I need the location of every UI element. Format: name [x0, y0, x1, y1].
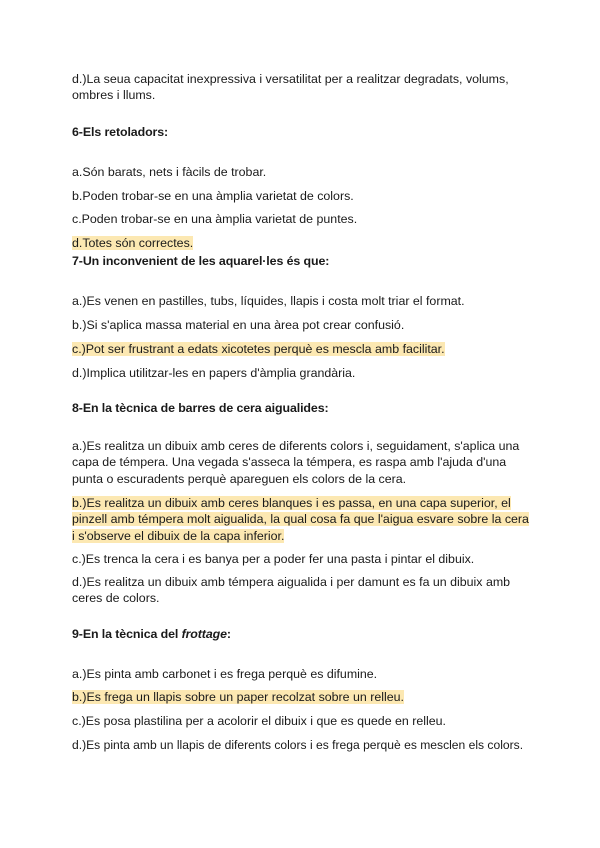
q9-option-d: d.)Es pinta amb un llapis de diferents colors i es frega perquè es mesclen els colors.	[72, 738, 524, 752]
q6-option-a: a.Són barats, nets i fàcils de trobar.	[72, 165, 267, 179]
q8-option-c: c.)Es trenca la cera i es banya per a poder fer una pasta i pintar el dibuix.	[72, 552, 475, 566]
q8-title: 8-En la tècnica de barres de cera aigualides:	[72, 401, 329, 415]
frottage-term: frottage	[181, 627, 227, 641]
q7-option-d: d.)Implica utilitzar-les en papers d'àmplia grandària.	[72, 366, 356, 380]
highlighted-answer: c.)Pot ser frustrant a edats xicotetes perquè es mescla amb facilitar.	[72, 342, 445, 356]
highlighted-answer: b.)Es frega un llapis sobre un paper recolzat sobre un relleu.	[72, 690, 404, 704]
q9-option-c: c.)Es posa plastilina per a acolorir el dibuix i que es quede en relleu.	[72, 714, 447, 728]
q8-option-b-correct	[72, 495, 530, 544]
q9-option-a: a.)Es pinta amb carbonet i es frega perquè es difumine.	[72, 667, 378, 681]
q7-option-a: a.)Es venen en pastilles, tubs, líquides, llapis i costa molt triar el format.	[72, 294, 465, 308]
q6-title: 6-Els retoladors:	[72, 125, 169, 139]
q9-title: 9-En la tècnica del frottage:	[72, 627, 231, 641]
q8-option-d: d.)Es realitza un dibuix amb témpera aigualida i per damunt es fa un dibuix amb ceres de colors.	[72, 575, 511, 606]
q8-option-a: a.)Es realitza un dibuix amb ceres de diferents colors i, seguidament, s'aplica una capa de témpera. Una vegada s'asseca la témpera, es raspa amb l'ajuda d'una punta o escuradents perquè apareguen els colors de la cera.	[72, 439, 520, 486]
q6-option-d-correct	[72, 235, 542, 251]
q6-option-c: c.Poden trobar-se en una àmplia varietat de puntes.	[72, 212, 358, 226]
q5-option-d: d.)La seua capacitat inexpressiva i versatilitat per a realitzar degradats, volums, ombres i llums.	[72, 72, 509, 103]
q7-option-b: b.)Si s'aplica massa material en una àrea pot crear confusió.	[72, 318, 405, 332]
highlighted-answer: d.Totes són correctes.	[72, 236, 194, 250]
q7-option-c-correct	[72, 341, 542, 357]
q6-option-b: b.Poden trobar-se en una àmplia varietat de colors.	[72, 189, 354, 203]
q7-title: 7-Un inconvenient de les aquarel·les és que:	[72, 254, 330, 268]
q9-option-b-correct	[72, 689, 542, 705]
highlighted-answer: b.)Es realitza un dibuix amb ceres blanques i es passa, en una capa superior, el pinzell amb témpera molt aigualida, la qual cosa fa que l'aigua esvare sobre la cera i s'observe el dibuix de la capa inferior.	[72, 496, 529, 543]
